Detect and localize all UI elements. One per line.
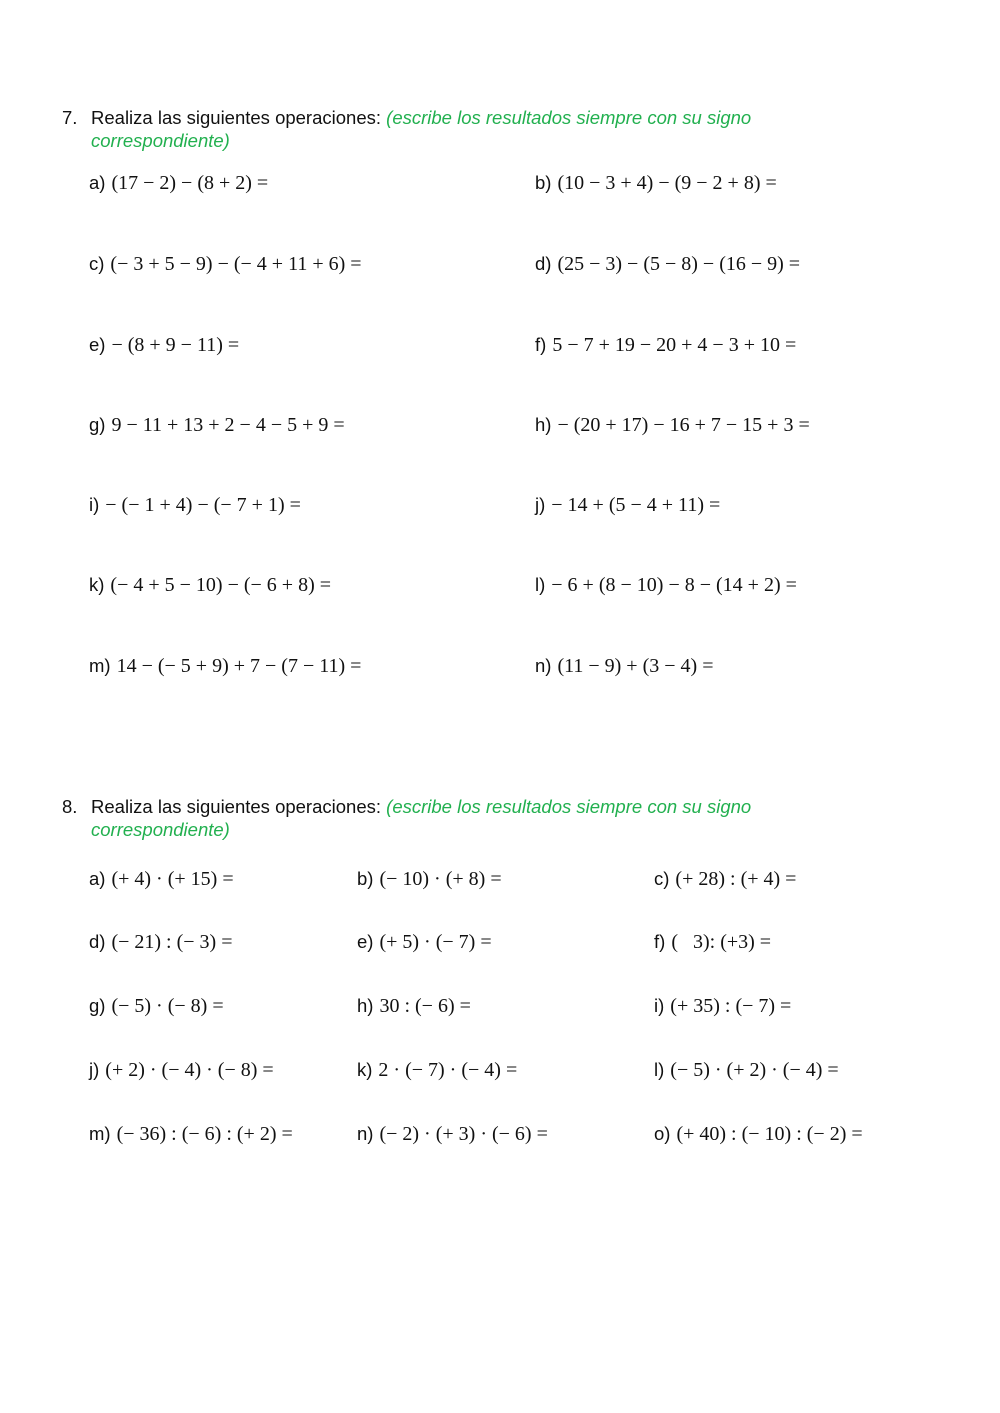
section-text	[91, 795, 851, 841]
section-number: 8.	[62, 796, 78, 817]
section-note: (escribe los resultados siempre con su signo correspondiente)	[91, 107, 752, 151]
section-title: Realiza las siguientes operaciones:	[91, 796, 382, 817]
section-note: (escribe los resultados siempre con su signo correspondiente)	[91, 796, 752, 840]
exercise-7k: k) (− 4 + 5 − 10) − (− 6 + 8) =	[89, 574, 332, 596]
exercise-8g: g) (− 5) · (− 8) =	[89, 995, 224, 1017]
section-text	[91, 106, 851, 152]
exercise-7c: c) (− 3 + 5 − 9) − (− 4 + 11 + 6) =	[89, 253, 362, 275]
exercise-8n: n) (− 2) · (+ 3) · (− 6) =	[357, 1123, 548, 1145]
exercise-8m: m) (− 36) : (− 6) : (+ 2) =	[89, 1123, 293, 1145]
exercise-7h: h) − (20 + 17) − 16 + 7 − 15 + 3 =	[535, 414, 810, 436]
exercise-7f: f) 5 − 7 + 19 − 20 + 4 − 3 + 10 =	[535, 334, 797, 356]
exercise-8a: a) (+ 4) · (+ 15) =	[89, 868, 234, 890]
exercise-7i: i) − (− 1 + 4) − (− 7 + 1) =	[89, 494, 301, 516]
exercise-8k: k) 2 · (− 7) · (− 4) =	[357, 1059, 518, 1081]
exercise-8o: o) (+ 40) : (− 10) : (− 2) =	[654, 1123, 863, 1145]
exercise-8h: h) 30 : (− 6) =	[357, 995, 471, 1017]
exercise-7a: a) (17 − 2) − (8 + 2) =	[89, 172, 269, 194]
exercise-7j: j) − 14 + (5 − 4 + 11) =	[535, 494, 721, 516]
exercise-7l: l) − 6 + (8 − 10) − 8 − (14 + 2) =	[535, 574, 797, 596]
exercise-7e: e) − (8 + 9 − 11) =	[89, 334, 240, 356]
exercise-8e: e) (+ 5) · (− 7) =	[357, 931, 492, 953]
exercise-8d: d) (− 21) : (− 3) =	[89, 931, 233, 953]
exercise-8j: j) (+ 2) · (− 4) · (− 8) =	[89, 1059, 274, 1081]
exercise-8c: c) (+ 28) : (+ 4) =	[654, 868, 797, 890]
exercise-7n: n) (11 − 9) + (3 − 4) =	[535, 655, 714, 677]
section-title: Realiza las siguientes operaciones:	[91, 107, 382, 128]
exercise-7g: g) 9 − 11 + 13 + 2 − 4 − 5 + 9 =	[89, 414, 345, 436]
exercise-7m: m) 14 − (− 5 + 9) + 7 − (7 − 11) =	[89, 655, 362, 677]
section-number: 7.	[62, 107, 78, 128]
exercise-7d: d) (25 − 3) − (5 − 8) − (16 − 9) =	[535, 253, 801, 275]
exercise-8f: f) ( 3): (+3) =	[654, 931, 772, 953]
exercise-8i: i) (+ 35) : (− 7) =	[654, 995, 792, 1017]
exercise-7b: b) (10 − 3 + 4) − (9 − 2 + 8) =	[535, 172, 777, 194]
exercise-8l: l) (− 5) · (+ 2) · (− 4) =	[654, 1059, 839, 1081]
exercise-8b: b) (− 10) · (+ 8) =	[357, 868, 502, 890]
